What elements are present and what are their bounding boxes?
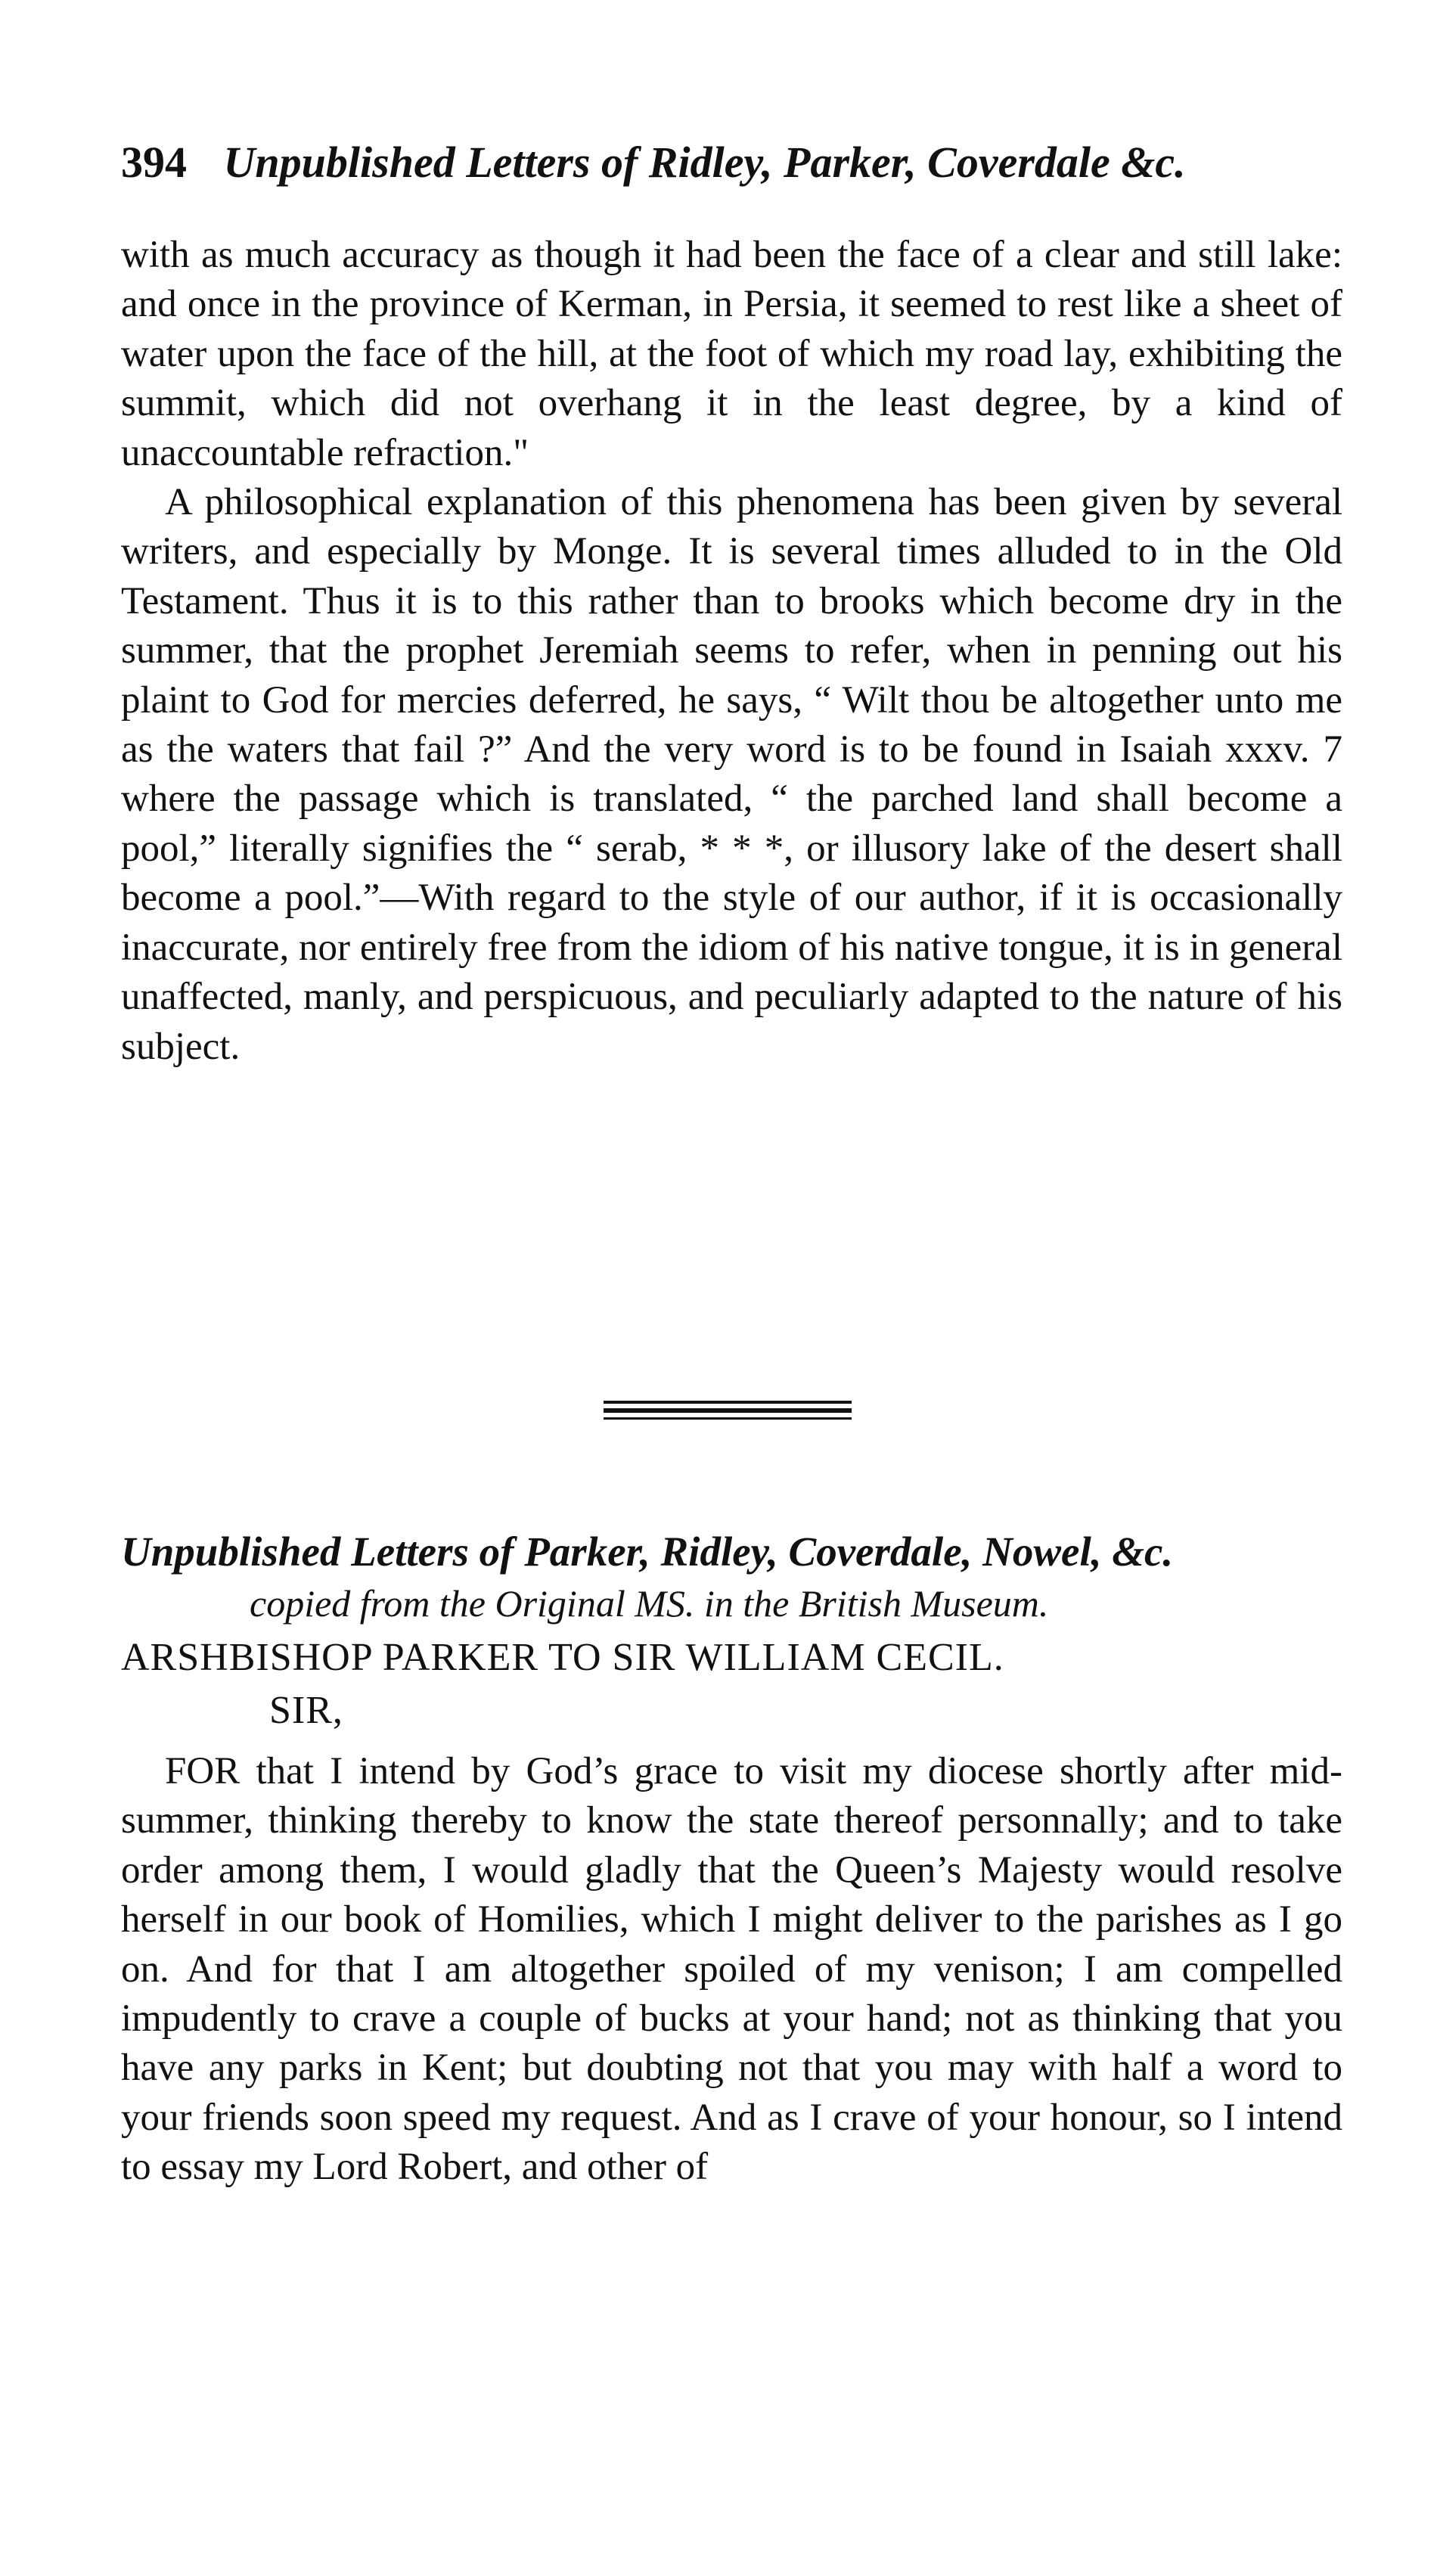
running-head [121,136,1346,189]
section-divider-rule [604,1417,852,1420]
page-number: 394 [121,138,187,187]
paragraph: with as much accuracy as though it had been the face of a clear and still lake: and once in the province of Kerman, in Persia, it seemed to rest like a sheet of water upon the face of the hill, at the foot of which my road lay, exhibiting the summit, which did not overhang it in the least degree, by a kind of unaccountable refraction." [121,234,1342,474]
preceding-article-text [121,231,1342,1072]
section-divider-rule [604,1408,852,1413]
section-divider-rule [604,1401,852,1404]
letter-salutation: SIR, [269,1689,343,1732]
running-title: Unpublished Letters of Ridley, Parker, Coverdale &c. [223,138,1186,187]
letter-text [121,1747,1342,2193]
letter-body: FOR that I intend by God’s grace to visit my diocese shortly after mid-summer, thinking thereby to know the state thereof personnally; and to take order among them, I would gladly that the Queen’s Majesty would resolve herself in our book of Homilies, which I might deliver to the parishes as I go on. And for that I am altogether spoiled of my venison; I am compelled impudently to crave a couple of bucks at your hand; not as thinking that you have any parks in Kent; but doubting not that you may with half a word to your friends soon speed my request. And as I crave of your honour, so I intend to essay my Lord Robert, and other of [121,1750,1342,2189]
article-title: Unpublished Letters of Parker, Ridley, Coverdale, Nowel, &c. [121,1529,1174,1575]
paragraph: A philosophical explanation of this phenomena has been given by several writers, and especially by Monge. It is several times alluded to in the Old Testament. Thus it is to this rather than to brooks which become dry in the summer, that the prophet Jeremiah seems to refer, when in penning out his plaint to God for mercies deferred, he says, “ Wilt thou be altogether unto me as the waters that fail ?” And the very word is to be found in Isaiah xxxv. 7 where the passage which is translated, “ the parched land shall become a pool,” literally signifies the “ serab, * * *, or illusory lake of the desert shall become a pool.”—With regard to the style of our author, if it is occasionally inaccurate, nor entirely free from the idiom of his native tongue, it is in general unaffected, manly, and perspicuous, and peculiarly adapted to the nature of his subject. [121,481,1342,1068]
article-subtitle: copied from the Original MS. in the British Museum. [250,1582,1049,1625]
letter-heading: ARSHBISHOP PARKER TO SIR WILLIAM CECIL. [121,1636,1004,1679]
